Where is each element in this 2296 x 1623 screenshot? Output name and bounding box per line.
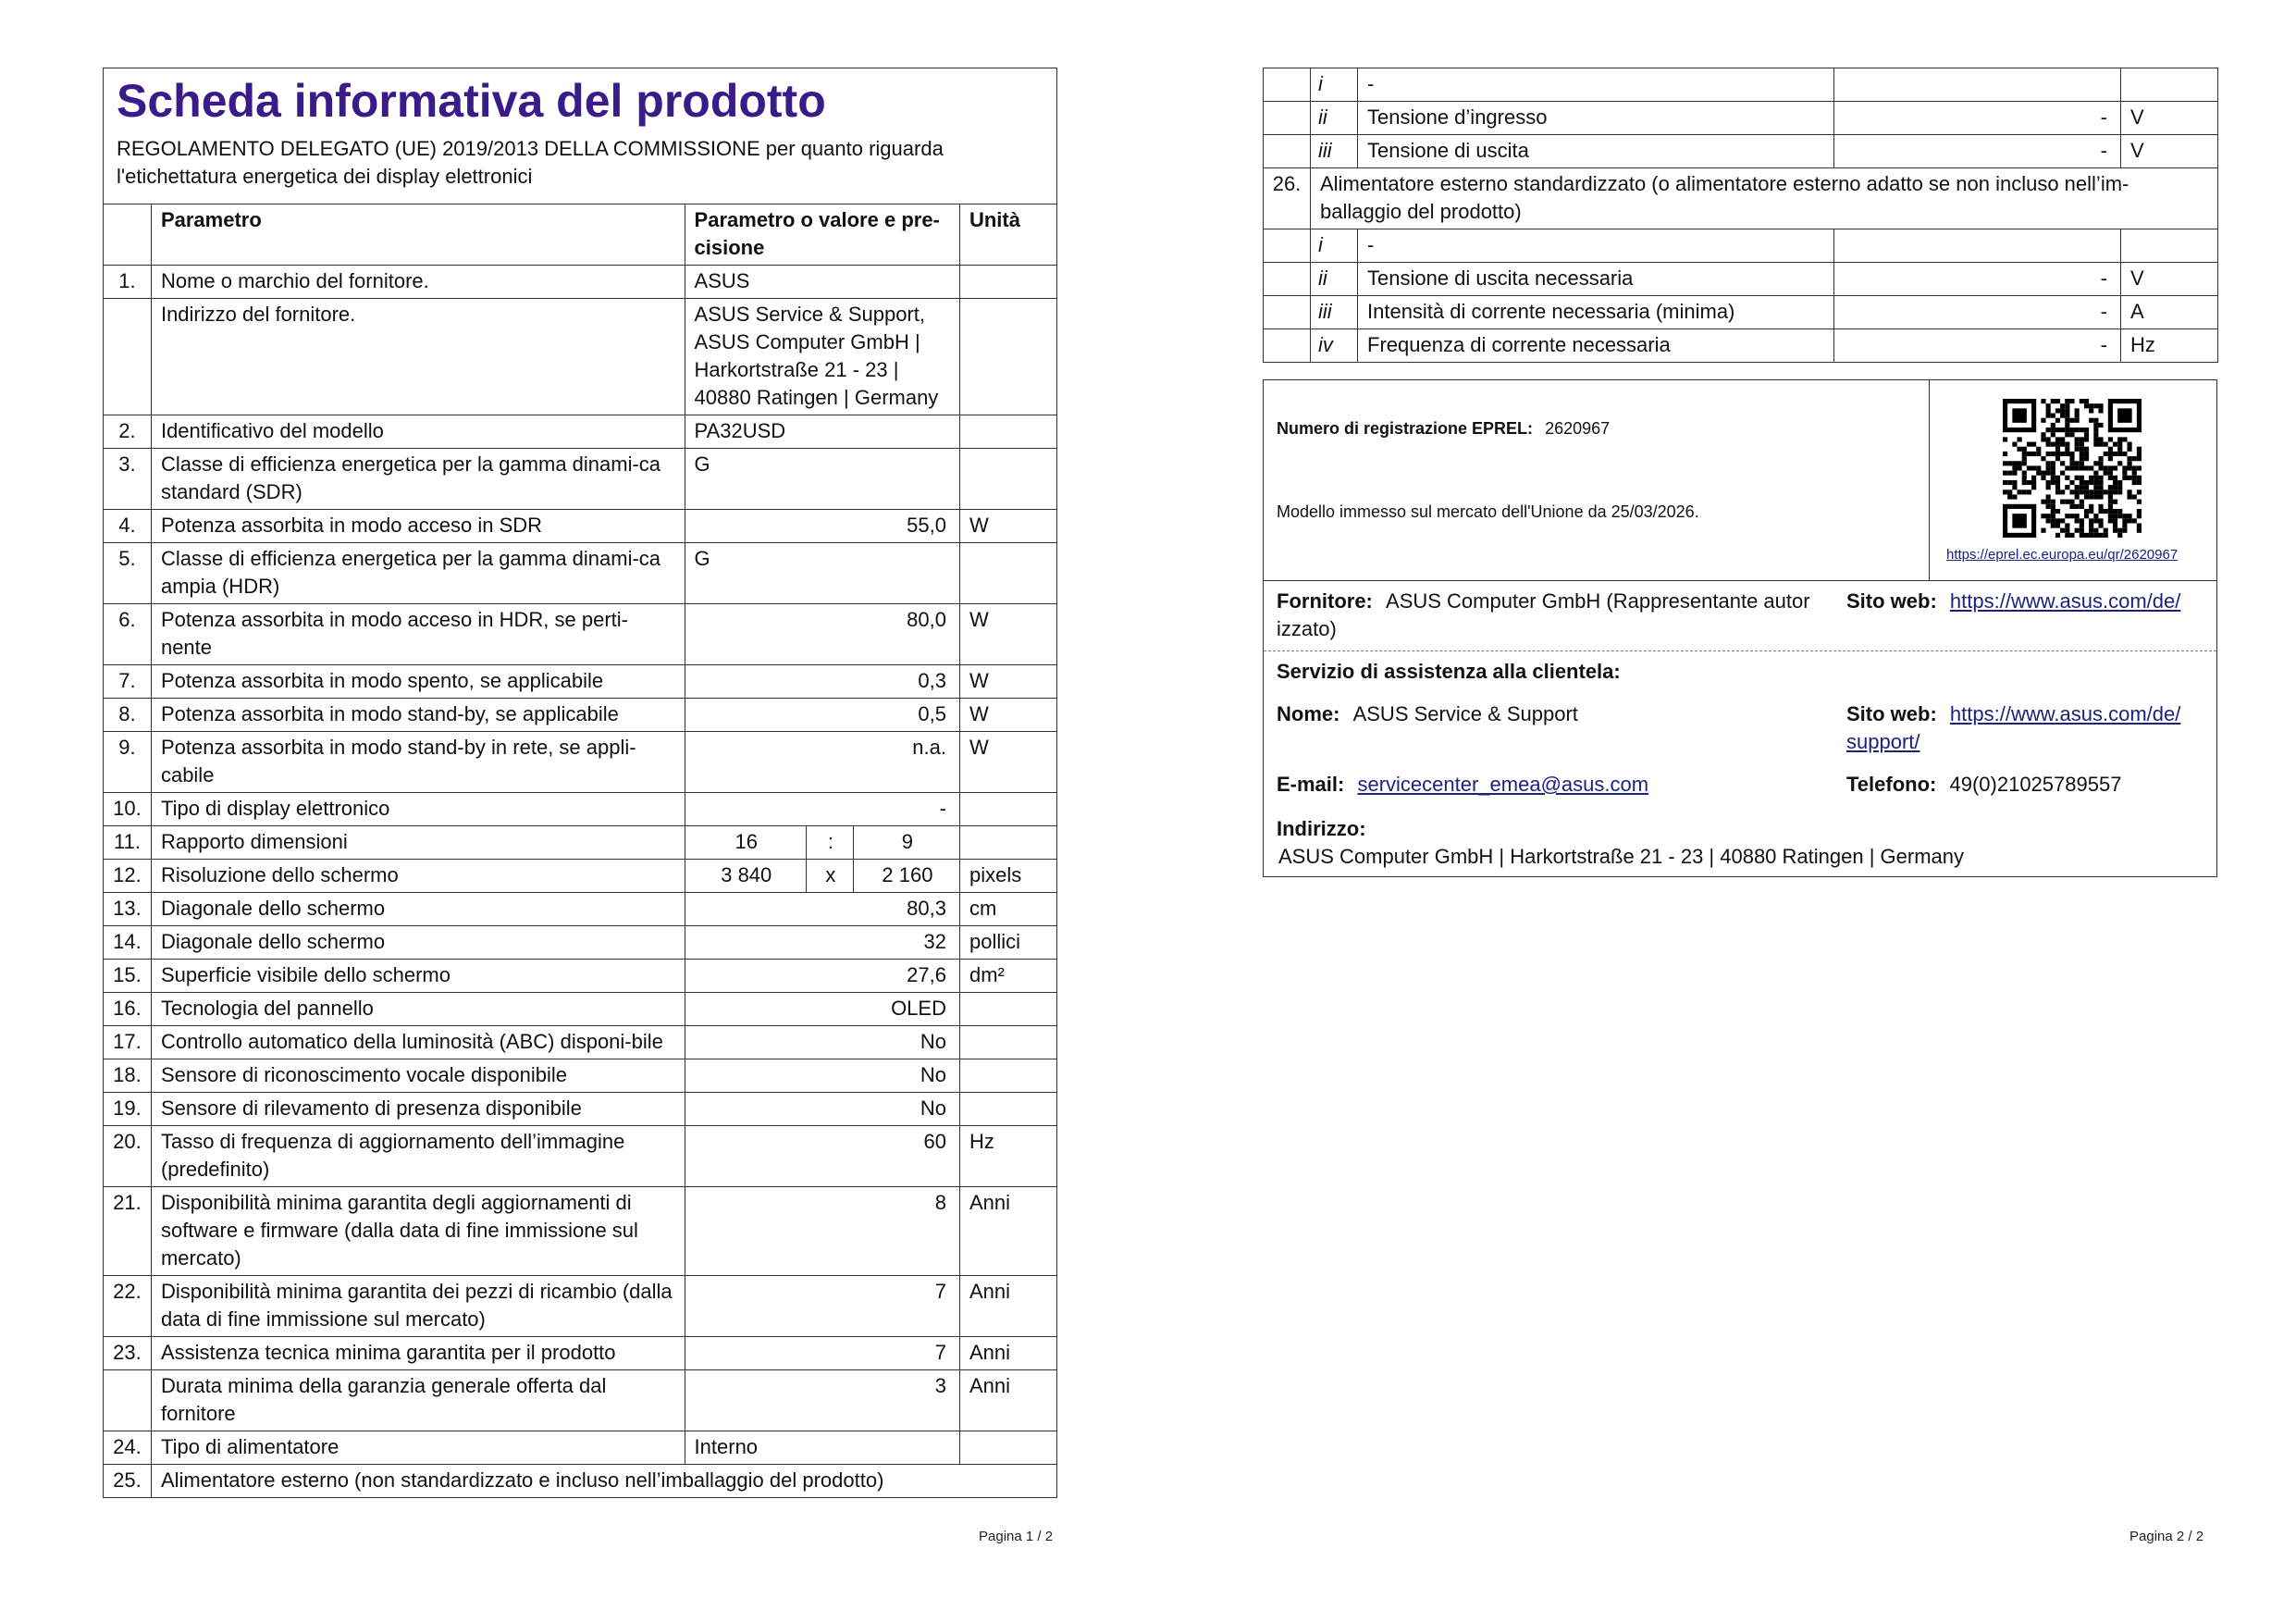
table-row bbox=[1264, 263, 2218, 296]
table-row bbox=[104, 1431, 1057, 1465]
service-name-block bbox=[1277, 700, 1578, 728]
eprel-top-section bbox=[1264, 380, 2216, 581]
table-row bbox=[104, 699, 1057, 732]
eprel-registration bbox=[1277, 417, 1610, 440]
supplier-website-block bbox=[1846, 588, 2207, 615]
row-number: 5. bbox=[104, 543, 152, 604]
row-number bbox=[104, 1370, 152, 1431]
table-row bbox=[104, 266, 1057, 299]
unit-cell: Anni bbox=[959, 1276, 1056, 1337]
value-cell: 60 bbox=[685, 1126, 959, 1187]
value-cell bbox=[1834, 229, 2121, 263]
header-number bbox=[104, 204, 152, 266]
table-row bbox=[104, 1059, 1057, 1093]
parameter-cell: Tecnologia del pannello bbox=[151, 993, 685, 1026]
value-cell: Interno bbox=[685, 1431, 959, 1465]
eprel-registration-number: 2620967 bbox=[1545, 419, 1611, 438]
parameter-cell: Indirizzo del fornitore. bbox=[151, 299, 685, 415]
value-cell: ASUS bbox=[685, 266, 959, 299]
email-block bbox=[1277, 771, 1648, 799]
name-value: ASUS Service & Support bbox=[1352, 702, 1578, 725]
parameter-cell: Sensore di riconoscimento vocale disponibile bbox=[151, 1059, 685, 1093]
parameter-cell: Tensione di uscita bbox=[1358, 135, 1834, 168]
parameter-cell: Identificativo del modello bbox=[151, 415, 685, 449]
service-website-label: Sito web: bbox=[1846, 702, 1937, 725]
table-row bbox=[1264, 168, 2218, 229]
parameter-cell: Tensione di uscita necessaria bbox=[1358, 263, 1834, 296]
eprel-info-box bbox=[1263, 379, 2217, 877]
unit-cell bbox=[959, 793, 1056, 826]
parameter-cell: Alimentatore esterno (non standardizzato e incluso nell’imballaggio del prodotto) bbox=[151, 1465, 1056, 1498]
table-row bbox=[104, 860, 1057, 893]
phone-block bbox=[1846, 771, 2121, 799]
row-number bbox=[104, 299, 152, 415]
unit-cell: W bbox=[959, 510, 1056, 543]
separator-cell: : bbox=[806, 826, 853, 860]
unit-cell: cm bbox=[959, 893, 1056, 926]
row-number: 14. bbox=[104, 926, 152, 960]
value-cell: OLED bbox=[685, 993, 959, 1026]
separator-cell: x bbox=[806, 860, 853, 893]
value-cell: G bbox=[685, 449, 959, 510]
unit-cell bbox=[959, 543, 1056, 604]
row-number: 7. bbox=[104, 665, 152, 699]
unit-cell: pollici bbox=[959, 926, 1056, 960]
row-number: 26. bbox=[1264, 168, 1311, 229]
table-row bbox=[1264, 329, 2218, 363]
address-value: ASUS Computer GmbH | Harkortstraße 21 - 23 | 40880 Ratingen | Germany bbox=[1278, 845, 1965, 868]
parameter-cell: Durata minima della garanzia generale offerta dal fornitore bbox=[151, 1370, 685, 1431]
value-b-cell: 9 bbox=[853, 826, 959, 860]
parameter-cell: Disponibilità minima garantita degli aggiornamenti di software e firmware (dalla data di fine immissione sul mercato) bbox=[151, 1187, 685, 1276]
row-number: 2. bbox=[104, 415, 152, 449]
table-row bbox=[104, 826, 1057, 860]
parameter-cell: Classe di efficienza energetica per la gamma dinami-ca ampia (HDR) bbox=[151, 543, 685, 604]
value-cell: No bbox=[685, 1026, 959, 1059]
service-heading: Servizio di assistenza alla clientela: bbox=[1277, 660, 1621, 683]
value-cell: 8 bbox=[685, 1187, 959, 1276]
unit-cell: dm² bbox=[959, 960, 1056, 993]
value-cell: - bbox=[1834, 329, 2121, 363]
table-row bbox=[104, 1093, 1057, 1126]
page-footer: Pagina 1 / 2 bbox=[979, 1529, 1054, 1544]
table-row bbox=[1264, 68, 2218, 102]
unit-cell bbox=[959, 299, 1056, 415]
unit-cell bbox=[959, 1431, 1056, 1465]
parameter-cell: Potenza assorbita in modo stand-by in rete, se appli-cabile bbox=[151, 732, 685, 793]
row-number: 6. bbox=[104, 604, 152, 665]
parameter-cell: Assistenza tecnica minima garantita per il prodotto bbox=[151, 1337, 685, 1370]
table-row bbox=[104, 449, 1057, 510]
value-cell: No bbox=[685, 1093, 959, 1126]
parameter-cell: - bbox=[1358, 68, 1834, 102]
email-link[interactable]: servicecenter_emea@asus.com bbox=[1357, 773, 1649, 796]
unit-cell bbox=[2121, 229, 2218, 263]
row-number: 9. bbox=[104, 732, 152, 793]
row-number: 25. bbox=[104, 1465, 152, 1498]
roman-numeral-cell: iii bbox=[1311, 135, 1358, 168]
value-cell: - bbox=[685, 793, 959, 826]
parameter-cell: Classe di efficienza energetica per la gamma dinami-ca standard (SDR) bbox=[151, 449, 685, 510]
value-cell bbox=[1834, 68, 2121, 102]
table-row bbox=[104, 732, 1057, 793]
parameter-cell: Superficie visibile dello schermo bbox=[151, 960, 685, 993]
table-row bbox=[1264, 135, 2218, 168]
table-row bbox=[1264, 229, 2218, 263]
name-label: Nome: bbox=[1277, 702, 1340, 725]
dashed-divider bbox=[1264, 650, 2216, 651]
row-number: 18. bbox=[104, 1059, 152, 1093]
roman-numeral-cell: iv bbox=[1311, 329, 1358, 363]
phone-value: 49(0)21025789557 bbox=[1949, 773, 2122, 796]
value-a-cell: 16 bbox=[685, 826, 806, 860]
parameter-cell: Tipo di display elettronico bbox=[151, 793, 685, 826]
email-label: E-mail: bbox=[1277, 773, 1345, 796]
indent-cell bbox=[1264, 229, 1311, 263]
row-number: 1. bbox=[104, 266, 152, 299]
title-cell bbox=[104, 68, 1057, 204]
indent-cell bbox=[1264, 263, 1311, 296]
table-row bbox=[104, 1126, 1057, 1187]
parameter-cell: Tipo di alimentatore bbox=[151, 1431, 685, 1465]
supplier-label: Fornitore: bbox=[1277, 589, 1373, 613]
row-number: 8. bbox=[104, 699, 152, 732]
table-row bbox=[104, 1337, 1057, 1370]
table-row bbox=[104, 1465, 1057, 1498]
value-b-cell: 2 160 bbox=[853, 860, 959, 893]
parameter-cell: Potenza assorbita in modo acceso in SDR bbox=[151, 510, 685, 543]
unit-cell: V bbox=[2121, 102, 2218, 135]
unit-cell bbox=[959, 266, 1056, 299]
value-cell: 3 bbox=[685, 1370, 959, 1431]
value-cell: G bbox=[685, 543, 959, 604]
value-cell: 0,3 bbox=[685, 665, 959, 699]
table-row bbox=[104, 926, 1057, 960]
header-value: Parametro o valore e pre-cisione bbox=[685, 204, 959, 266]
table-row bbox=[104, 604, 1057, 665]
row-number: 23. bbox=[104, 1337, 152, 1370]
parameter-cell: Diagonale dello schermo bbox=[151, 893, 685, 926]
eprel-registration-label: Numero di registrazione EPREL: bbox=[1277, 419, 1534, 438]
table-row bbox=[104, 510, 1057, 543]
table-row bbox=[104, 665, 1057, 699]
value-cell: 27,6 bbox=[685, 960, 959, 993]
parameter-cell: Potenza assorbita in modo stand-by, se applicabile bbox=[151, 699, 685, 732]
unit-cell: V bbox=[2121, 135, 2218, 168]
value-cell: 7 bbox=[685, 1276, 959, 1337]
parameter-cell: Diagonale dello schermo bbox=[151, 926, 685, 960]
row-number: 20. bbox=[104, 1126, 152, 1187]
row-number: 3. bbox=[104, 449, 152, 510]
row-number: 11. bbox=[104, 826, 152, 860]
table-row bbox=[1264, 296, 2218, 329]
indent-cell bbox=[1264, 135, 1311, 168]
value-cell: - bbox=[1834, 102, 2121, 135]
eprel-qr-link[interactable]: https://eprel.ec.europa.eu/qr/2620967 bbox=[1946, 547, 2179, 563]
row-number: 16. bbox=[104, 993, 152, 1026]
supplier-value: ASUS Computer GmbH (Rappresentante autor izzato) bbox=[1277, 589, 1810, 640]
table-row bbox=[104, 1026, 1057, 1059]
website-link[interactable]: https://www.asus.com/de/ bbox=[1949, 589, 2181, 613]
qr-code-icon bbox=[2003, 399, 2142, 538]
row-number: 22. bbox=[104, 1276, 152, 1337]
website-label: Sito web: bbox=[1846, 589, 1937, 613]
table-row bbox=[104, 893, 1057, 926]
unit-cell bbox=[959, 1059, 1056, 1093]
parameter-cell: Potenza assorbita in modo spento, se applicabile bbox=[151, 665, 685, 699]
regulation-subtitle: REGOLAMENTO DELEGATO (UE) 2019/2013 DELLA COMMISSIONE per quanto riguarda l'etichettatura energetica dei display elettronici bbox=[117, 137, 944, 188]
roman-numeral-cell: iii bbox=[1311, 296, 1358, 329]
unit-cell bbox=[959, 993, 1056, 1026]
row-number: 17. bbox=[104, 1026, 152, 1059]
unit-cell bbox=[959, 449, 1056, 510]
value-cell: n.a. bbox=[685, 732, 959, 793]
roman-numeral-cell: ii bbox=[1311, 263, 1358, 296]
parameter-cell: Risoluzione dello schermo bbox=[151, 860, 685, 893]
unit-cell: V bbox=[2121, 263, 2218, 296]
product-info-table bbox=[103, 68, 1057, 1498]
parameter-cell: Rapporto dimensioni bbox=[151, 826, 685, 860]
table-row bbox=[104, 299, 1057, 415]
unit-cell: Anni bbox=[959, 1370, 1056, 1431]
table-row bbox=[104, 415, 1057, 449]
indent-cell bbox=[1264, 102, 1311, 135]
value-cell: - bbox=[1834, 296, 2121, 329]
unit-cell: W bbox=[959, 604, 1056, 665]
value-cell: 32 bbox=[685, 926, 959, 960]
qr-column bbox=[1929, 380, 2216, 580]
row-number: 24. bbox=[104, 1431, 152, 1465]
value-cell: - bbox=[1834, 263, 2121, 296]
unit-cell bbox=[959, 826, 1056, 860]
parameter-cell: Intensità di corrente necessaria (minima) bbox=[1358, 296, 1834, 329]
value-cell: No bbox=[685, 1059, 959, 1093]
unit-cell: W bbox=[959, 732, 1056, 793]
row-number: 12. bbox=[104, 860, 152, 893]
supplier-block bbox=[1277, 588, 1832, 643]
service-website-block bbox=[1846, 700, 2207, 756]
power-supply-table bbox=[1263, 68, 2218, 363]
service-website-link[interactable]: https://www.asus.com/de/ support/ bbox=[1846, 702, 2181, 753]
unit-cell bbox=[2121, 68, 2218, 102]
parameter-cell: Frequenza di corrente necessaria bbox=[1358, 329, 1834, 363]
parameter-cell: Alimentatore esterno standardizzato (o alimentatore esterno adatto se non incluso nell’im-ballaggio del prodotto) bbox=[1311, 168, 2218, 229]
indent-cell bbox=[1264, 68, 1311, 102]
parameter-cell: Disponibilità minima garantita dei pezzi di ricambio (dalla data di fine immissione sul mercato) bbox=[151, 1276, 685, 1337]
table-row bbox=[104, 793, 1057, 826]
parameter-cell: Nome o marchio del fornitore. bbox=[151, 266, 685, 299]
roman-numeral-cell: ii bbox=[1311, 102, 1358, 135]
value-cell: 7 bbox=[685, 1337, 959, 1370]
page-2 bbox=[1148, 0, 2296, 1623]
table-row bbox=[104, 960, 1057, 993]
unit-cell: W bbox=[959, 665, 1056, 699]
parameter-cell: - bbox=[1358, 229, 1834, 263]
value-cell: PA32USD bbox=[685, 415, 959, 449]
parameter-cell: Potenza assorbita in modo acceso in HDR, se perti-nente bbox=[151, 604, 685, 665]
row-number: 21. bbox=[104, 1187, 152, 1276]
value-cell: 80,0 bbox=[685, 604, 959, 665]
unit-cell: Hz bbox=[2121, 329, 2218, 363]
unit-cell: Anni bbox=[959, 1337, 1056, 1370]
roman-numeral-cell: i bbox=[1311, 68, 1358, 102]
address-label: Indirizzo: bbox=[1277, 817, 1366, 840]
table-row bbox=[1264, 102, 2218, 135]
roman-numeral-cell: i bbox=[1311, 229, 1358, 263]
page-title: Scheda informativa del prodotto bbox=[117, 75, 826, 127]
value-cell: - bbox=[1834, 135, 2121, 168]
parameter-cell: Tensione d’ingresso bbox=[1358, 102, 1834, 135]
value-cell: 0,5 bbox=[685, 699, 959, 732]
parameter-cell: Tasso di frequenza di aggiornamento dell’immagine (predefinito) bbox=[151, 1126, 685, 1187]
value-cell: 55,0 bbox=[685, 510, 959, 543]
row-number: 19. bbox=[104, 1093, 152, 1126]
unit-cell: Anni bbox=[959, 1187, 1056, 1276]
unit-cell bbox=[959, 1026, 1056, 1059]
phone-label: Telefono: bbox=[1846, 773, 1937, 796]
indent-cell bbox=[1264, 296, 1311, 329]
table-row bbox=[104, 543, 1057, 604]
unit-cell: A bbox=[2121, 296, 2218, 329]
unit-cell: pixels bbox=[959, 860, 1056, 893]
unit-cell: Hz bbox=[959, 1126, 1056, 1187]
page-footer: Pagina 2 / 2 bbox=[2129, 1529, 2204, 1544]
header-parameter: Parametro bbox=[151, 204, 685, 266]
parameter-cell: Controllo automatico della luminosità (ABC) disponi-bile bbox=[151, 1026, 685, 1059]
row-number: 13. bbox=[104, 893, 152, 926]
market-date-text: Modello immesso sul mercato dell'Unione da 25/03/2026. bbox=[1277, 502, 1699, 521]
table-row bbox=[104, 1370, 1057, 1431]
row-number: 15. bbox=[104, 960, 152, 993]
unit-cell: W bbox=[959, 699, 1056, 732]
parameter-cell: Sensore di rilevamento di presenza disponibile bbox=[151, 1093, 685, 1126]
row-number: 10. bbox=[104, 793, 152, 826]
value-a-cell: 3 840 bbox=[685, 860, 806, 893]
table-row bbox=[104, 1187, 1057, 1276]
unit-cell bbox=[959, 415, 1056, 449]
value-cell: 80,3 bbox=[685, 893, 959, 926]
header-unit: Unità bbox=[959, 204, 1056, 266]
value-cell: ASUS Service & Support, ASUS Computer GmbH | Harkortstraße 21 - 23 | 40880 Ratingen | Germany bbox=[685, 299, 959, 415]
table-row bbox=[104, 1276, 1057, 1337]
row-number: 4. bbox=[104, 510, 152, 543]
unit-cell bbox=[959, 1093, 1056, 1126]
table-row bbox=[104, 993, 1057, 1026]
indent-cell bbox=[1264, 329, 1311, 363]
